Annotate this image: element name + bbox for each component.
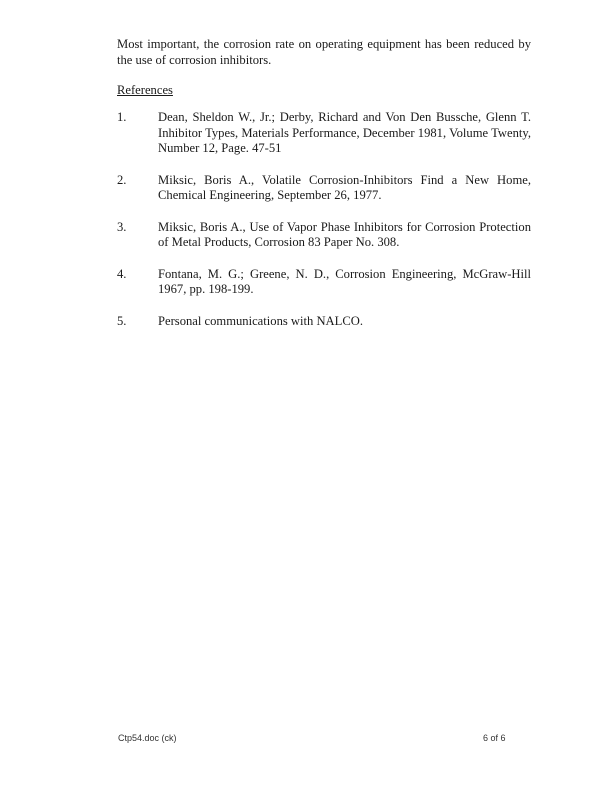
references-list — [117, 110, 531, 345]
reference-text: Fontana, M. G.; Greene, N. D., Corrosion Engineering, McGraw-Hill 1967, pp. 198-199. — [158, 266, 531, 296]
reference-text: Dean, Sheldon W., Jr.; Derby, Richard and Von Den Bussche, Glenn T. Inhibitor Types, Materials Performance, December 1981, Volume Twenty, Number 12, Page. 47-51 — [158, 110, 531, 155]
footer-filename: Ctp54.doc (ck) — [118, 733, 177, 743]
reference-number: 2. — [117, 172, 127, 187]
reference-number: 3. — [117, 219, 127, 234]
reference-text: Miksic, Boris A., Use of Vapor Phase Inhibitors for Corrosion Protection of Metal Products, Corrosion 83 Paper No. 308. — [158, 219, 531, 249]
reference-number: 4. — [117, 266, 127, 281]
reference-item — [117, 110, 531, 157]
footer-page-number: 6 of 6 — [483, 733, 506, 743]
references-heading: References — [117, 83, 173, 97]
reference-text: Personal communications with NALCO. — [158, 313, 363, 328]
reference-item — [117, 220, 531, 251]
intro-paragraph: Most important, the corrosion rate on operating equipment has been reduced by the use of corrosion inhibitors. — [117, 37, 531, 67]
reference-item — [117, 314, 531, 330]
reference-number: 5. — [117, 313, 127, 328]
reference-item — [117, 267, 531, 298]
reference-item — [117, 173, 531, 204]
reference-text: Miksic, Boris A., Volatile Corrosion-Inhibitors Find a New Home, Chemical Engineering, September 26, 1977. — [158, 172, 531, 202]
reference-number: 1. — [117, 110, 127, 124]
